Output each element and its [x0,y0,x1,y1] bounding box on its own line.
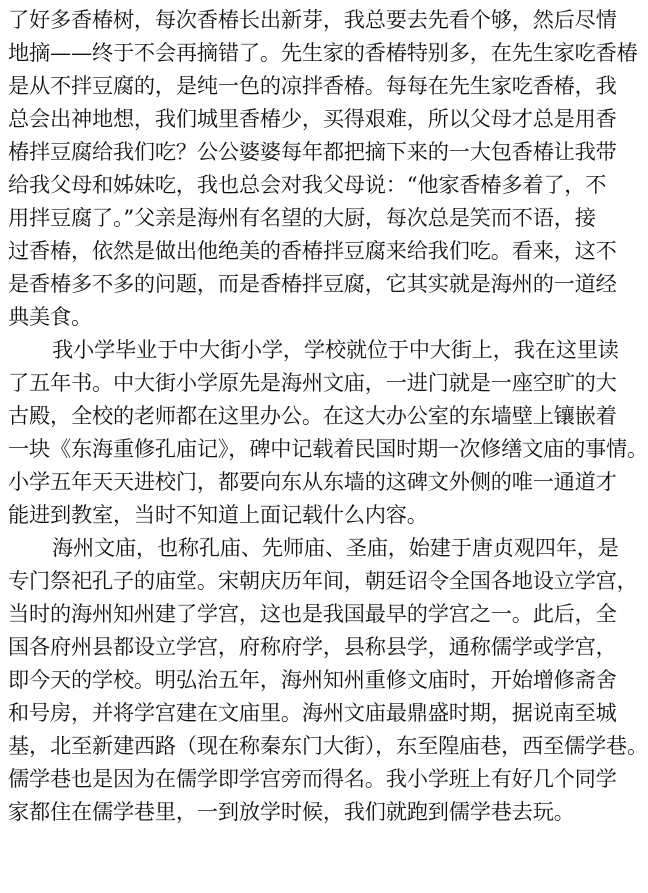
text-line: 小学五年天天进校门，都要向东从东墙的这碑文外侧的唯一通道才 [8,469,617,494]
text-line: 我小学毕业于中大街小学，学校就位于中大街上，我在这里读 [52,337,619,362]
text-line: 了五年书。中大街小学原先是海州文庙，一进门就是一座空旷的大 [8,370,617,395]
text-line: 儒学巷也是因为在儒学即学宫旁而得名。我小学班上有好几个同学 [8,766,617,791]
text-line: 典美食。 [8,304,92,329]
paragraph-haizhou-temple [8,531,648,828]
text-line: 和号房，并将学宫建在文庙里。海州文庙最鼎盛时期，据说南至城 [8,700,617,725]
text-line: 一块《东海重修孔庙记》，碑中记载着民国时期一次修缮文庙的事情。 [8,436,648,461]
text-line: 了好多香椿树，每次香椿长出新芽，我总要去先看个够，然后尽情 [8,7,617,32]
text-line: 用拌豆腐了。”父亲是海州有名望的大厨，每次总是笑而不语，接 [8,205,596,230]
text-line: 古殿，全校的老师都在这里办公。在这大办公室的东墙壁上镶嵌着 [8,403,617,428]
text-line: 地摘——终于不会再摘错了。先生家的香椿特别多，在先生家吃香椿 [8,40,638,65]
text-line: 基，北至新建西路（现在称秦东门大街），东至隍庙巷，西至儒学巷。 [8,733,648,758]
text-line: 国各府州县都设立学宫，府称府学，县称县学，通称儒学或学宫， [8,634,617,659]
text-line: 专门祭祀孔子的庙堂。宋朝庆历年间，朝廷诏令全国各地设立学宫， [8,568,638,593]
text-line: 给我父母和姊妹吃，我也总会对我父母说：“他家香椿多着了，不 [8,172,607,197]
text-line: 家都住在儒学巷里，一到放学时候，我们就跑到儒学巷去玩。 [8,799,575,824]
text-line: 是从不拌豆腐的，是纯一色的凉拌香椿。每每在先生家吃香椿，我 [8,73,617,98]
text-line: 即今天的学校。明弘治五年，海州知州重修文庙时，开始增修斋舍 [8,667,617,692]
paragraph-primary-school [8,333,648,531]
text-line: 海州文庙，也称孔庙、先师庙、圣庙，始建于唐贞观四年，是 [52,535,619,560]
text-line: 是香椿多不多的问题，而是香椿拌豆腐，它其实就是海州的一道经 [8,271,617,296]
text-line: 总会出神地想，我们城里香椿少，买得艰难，所以父母才总是用香 [8,106,617,131]
text-line: 椿拌豆腐给我们吃？公公婆婆每年都把摘下来的一大包香椿让我带 [8,139,617,164]
text-line: 当时的海州知州建了学宫，这也是我国最早的学宫之一。此后，全 [8,601,617,626]
text-line: 能进到教室，当时不知道上面记载什么内容。 [8,502,428,527]
text-line: 过香椿，依然是做出他绝美的香椿拌豆腐来给我们吃。看来，这不 [8,238,617,263]
paragraph-xiangchun [8,3,638,333]
